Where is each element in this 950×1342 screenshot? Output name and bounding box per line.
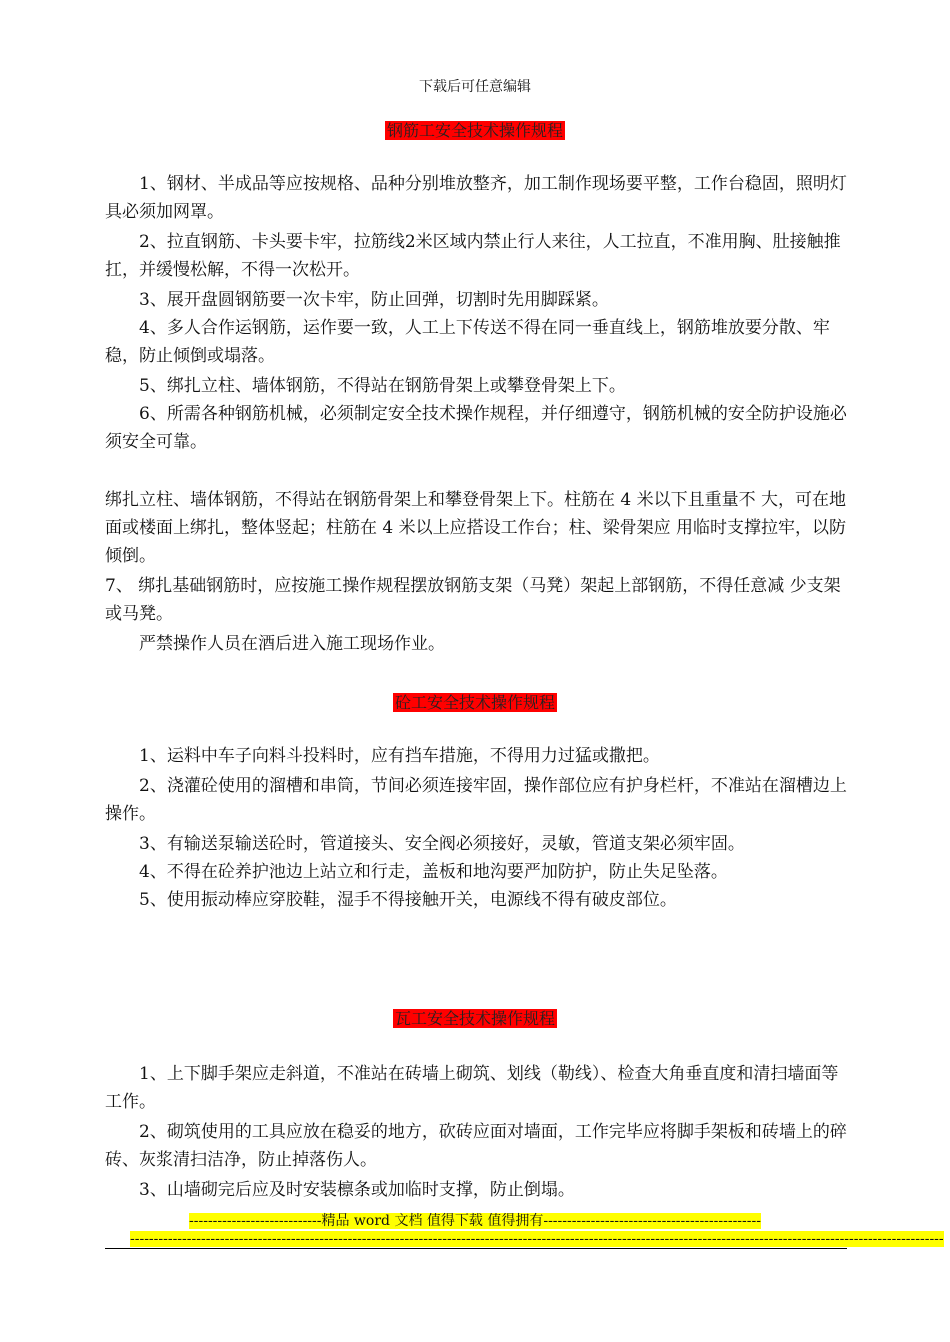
section-title-rebar: [0, 118, 950, 141]
section-title-rebar-text: 钢筋工安全技术操作规程: [386, 121, 563, 140]
masonry-rule-1: 1、上下脚手架应走斜道，不准站在砖墙上砌筑、划线（勒线）、检查大角垂直度和清扫墙面等工作。: [105, 1064, 839, 1112]
rebar-rule-6: 6、所需各种钢筋机械，必须制定安全技术操作规程，并仔细遵守，钢筋机械的安全防护设施必须安全可靠。: [105, 404, 847, 452]
rebar-rule-4: 4、多人合作运钢筋，运作要一致，人工上下传送不得在同一垂直线上，钢筋堆放要分散、牢稳，防止倾倒或塌落。: [105, 318, 830, 366]
header-note: 下载后可任意编辑: [419, 79, 531, 95]
footer-divider: [105, 1248, 847, 1249]
masonry-rule-3: 3、山墙砌完后应及时安装檩条或加临时支撑，防止倒塌。: [105, 1180, 575, 1200]
rebar-rule-7: 7、 绑扎基础钢筋时，应按施工操作规程摆放钢筋支架（马凳）架起上部钢筋，不得任意减 少支架或马凳。: [105, 576, 841, 624]
rebar-column-note: 绑扎立柱、墙体钢筋，不得站在钢筋骨架上和攀登骨架上下。柱筋在 4 米以下且重量不 大，可在地面或楼面上绑扎，整体竖起；柱筋在 4 米以上应搭设工作台；柱、梁骨架应 用临时支撑拉牢，以防倾倒。: [105, 490, 847, 566]
rebar-rule-3: 3、展开盘圆钢筋要一次卡牢，防止回弹，切割时先用脚踩紧。: [105, 290, 609, 310]
rebar-rule-5: 5、绑扎立柱、墙体钢筋，不得站在钢筋骨架上或攀登骨架上下。: [105, 376, 626, 396]
concrete-rule-2: 2、浇灌砼使用的溜槽和串筒，节间必须连接牢固，操作部位应有护身栏杆，不准站在溜槽边上操作。: [105, 776, 847, 824]
masonry-rule-2: 2、砌筑使用的工具应放在稳妥的地方，砍砖应面对墙面，工作完毕应将脚手架板和砖墙上的碎砖、灰浆清扫洁净，防止掉落伤人。: [105, 1122, 847, 1170]
concrete-rule-3: 3、有输送泵输送砼时，管道接头、安全阀必须接好，灵敏，管道支架必须牢固。: [105, 834, 745, 854]
footer-banner-text: ----------------------------精品 word 文档 值得下载 值得拥有----------------------------------------------: [189, 1213, 761, 1229]
section-title-masonry: [0, 1006, 950, 1029]
rebar-rule-2: 2、拉直钢筋、卡头要卡牢，拉筋线2米区域内禁止行人来往，人工拉直，不准用胸、肚接触推扛，并缓慢松解，不得一次松开。: [105, 232, 841, 280]
footer-dash-line: [130, 1228, 944, 1247]
section-title-concrete: [0, 690, 950, 713]
concrete-rule-5: 5、使用振动棒应穿胶鞋，湿手不得接触开关，电源线不得有破皮部位。: [105, 890, 677, 910]
concrete-rule-1: 1、运料中车子向料斗投料时，应有挡车措施，不得用力过猛或撒把。: [105, 746, 660, 766]
footer-dash-text: ----------------------------------------------------------------------------------------------------------------------------------------------------------------------------: [130, 1231, 944, 1247]
rebar-alcohol-ban: 严禁操作人员在酒后进入施工现场作业。: [105, 634, 445, 654]
concrete-rule-4: 4、不得在砼养护池边上站立和行走，盖板和地沟要严加防护，防止失足坠落。: [105, 862, 728, 882]
section-title-concrete-text: 砼工安全技术操作规程: [394, 693, 555, 712]
section-title-masonry-text: 瓦工安全技术操作规程: [394, 1009, 555, 1028]
rebar-rule-1: 1、钢材、半成品等应按规格、品种分别堆放整齐，加工制作现场要平整，工作台稳固，照明灯具必须加网罩。: [105, 174, 847, 222]
footer-banner: [0, 1210, 950, 1230]
